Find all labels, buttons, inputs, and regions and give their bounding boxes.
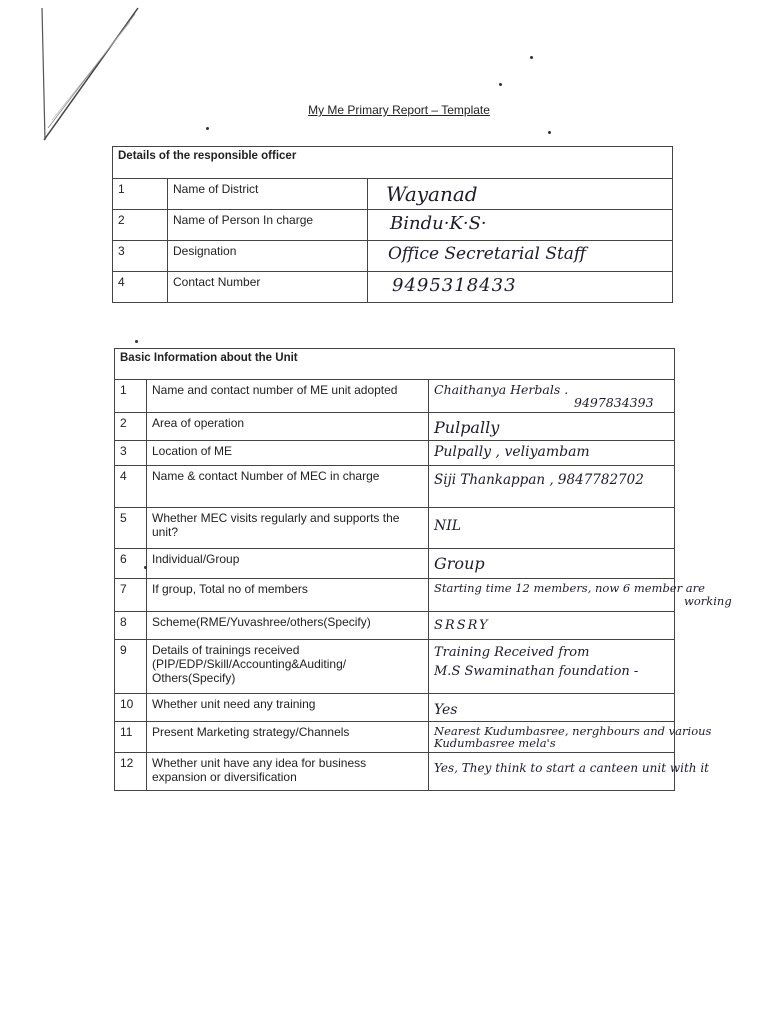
handwritten-value: Office Secretarial Staff bbox=[368, 241, 673, 272]
row-number: 1 bbox=[113, 179, 168, 210]
table-row bbox=[115, 612, 675, 640]
row-number: 12 bbox=[115, 753, 147, 791]
field-label: Contact Number bbox=[168, 272, 368, 303]
row-number: 2 bbox=[113, 210, 168, 241]
row-number: 3 bbox=[115, 441, 147, 466]
table-row bbox=[115, 466, 675, 508]
table-row bbox=[115, 753, 675, 791]
handwritten-value bbox=[429, 722, 712, 753]
table-row bbox=[113, 241, 673, 272]
handwritten-line: M.S Swaminathan foundation - bbox=[434, 664, 639, 679]
table-row bbox=[115, 549, 675, 579]
row-number: 5 bbox=[115, 508, 147, 549]
table-row bbox=[113, 272, 673, 303]
handwritten-line: Starting time 12 members, now 6 member are bbox=[434, 581, 705, 595]
handwritten-line: 9497834393 bbox=[574, 395, 654, 410]
field-label: Whether unit have any idea for business expansion or diversification bbox=[147, 753, 429, 791]
table-row bbox=[115, 413, 675, 441]
table-row bbox=[115, 441, 675, 466]
field-label: Name & contact Number of MEC in charge bbox=[147, 466, 429, 508]
field-label: Scheme(RME/Yuvashree/others(Specify) bbox=[147, 612, 429, 640]
handwritten-value: NIL bbox=[429, 508, 675, 549]
handwritten-value: Pulpally , veliyambam bbox=[429, 441, 675, 466]
table-row bbox=[115, 579, 675, 612]
handwritten-value: Yes, They think to start a canteen unit with it bbox=[429, 753, 675, 791]
report-title: My Me Primary Report – Template bbox=[308, 103, 490, 117]
handwritten-value: Group bbox=[429, 549, 675, 579]
row-number: 6 bbox=[115, 549, 147, 579]
row-number: 3 bbox=[113, 241, 168, 272]
table-row bbox=[115, 380, 675, 413]
row-number: 8 bbox=[115, 612, 147, 640]
scan-speck bbox=[499, 83, 502, 86]
unit-info-table bbox=[114, 348, 732, 791]
field-label: Whether unit need any training bbox=[147, 694, 429, 722]
field-label: Present Marketing strategy/Channels bbox=[147, 722, 429, 753]
table-row bbox=[115, 640, 675, 694]
row-number: 10 bbox=[115, 694, 147, 722]
field-label: Name of District bbox=[168, 179, 368, 210]
handwritten-value bbox=[429, 640, 675, 694]
field-label: Designation bbox=[168, 241, 368, 272]
table-row bbox=[115, 508, 675, 549]
scan-speck bbox=[530, 56, 533, 59]
field-label: Whether MEC visits regularly and supports the unit? bbox=[147, 508, 429, 549]
table-row bbox=[115, 722, 675, 753]
officer-table-heading: Details of the responsible officer bbox=[113, 147, 673, 179]
table-row bbox=[113, 210, 673, 241]
field-label: Name of Person In charge bbox=[168, 210, 368, 241]
handwritten-value: Pulpally bbox=[429, 413, 675, 441]
row-number: 11 bbox=[115, 722, 147, 753]
handwritten-value: SRSRY bbox=[429, 612, 675, 640]
handwritten-value: Siji Thankappan , 9847782702 bbox=[429, 466, 675, 508]
scan-speck bbox=[135, 340, 138, 343]
row-number: 9 bbox=[115, 640, 147, 694]
handwritten-value: Yes bbox=[429, 694, 675, 722]
handwritten-line: Chaithanya Herbals . bbox=[434, 382, 569, 397]
field-label: If group, Total no of members bbox=[147, 579, 429, 612]
field-label: Details of trainings received (PIP/EDP/Skill/Accounting&Auditing/ Others(Specify) bbox=[147, 640, 429, 694]
officer-table-heading-row bbox=[113, 147, 673, 179]
row-number: 7 bbox=[115, 579, 147, 612]
handwritten-line: Nearest Kudumbasree, nerghbours and various bbox=[434, 724, 712, 738]
field-label: Individual/Group bbox=[147, 549, 429, 579]
handwritten-value: 9495318433 bbox=[368, 272, 673, 303]
scan-speck bbox=[144, 566, 147, 569]
table-row bbox=[115, 694, 675, 722]
table-row bbox=[113, 179, 673, 210]
handwritten-value: Bindu·K·S· bbox=[368, 210, 673, 241]
row-number: 4 bbox=[113, 272, 168, 303]
scan-speck bbox=[548, 131, 551, 134]
handwritten-value bbox=[429, 380, 675, 413]
row-number: 2 bbox=[115, 413, 147, 441]
field-label: Location of ME bbox=[147, 441, 429, 466]
scan-speck bbox=[206, 127, 209, 130]
officer-table bbox=[112, 146, 673, 303]
handwritten-line: Kudumbasree mela's bbox=[434, 736, 556, 750]
field-label: Area of operation bbox=[147, 413, 429, 441]
handwritten-line: Training Received from bbox=[434, 645, 590, 660]
handwritten-value bbox=[429, 579, 732, 612]
row-number: 1 bbox=[115, 380, 147, 413]
unit-table-heading-row bbox=[115, 349, 675, 380]
handwritten-value: Wayanad bbox=[368, 179, 673, 210]
field-label: Name and contact number of ME unit adopted bbox=[147, 380, 429, 413]
handwritten-line: working bbox=[684, 594, 732, 608]
unit-table-heading: Basic Information about the Unit bbox=[115, 349, 675, 380]
row-number: 4 bbox=[115, 466, 147, 508]
